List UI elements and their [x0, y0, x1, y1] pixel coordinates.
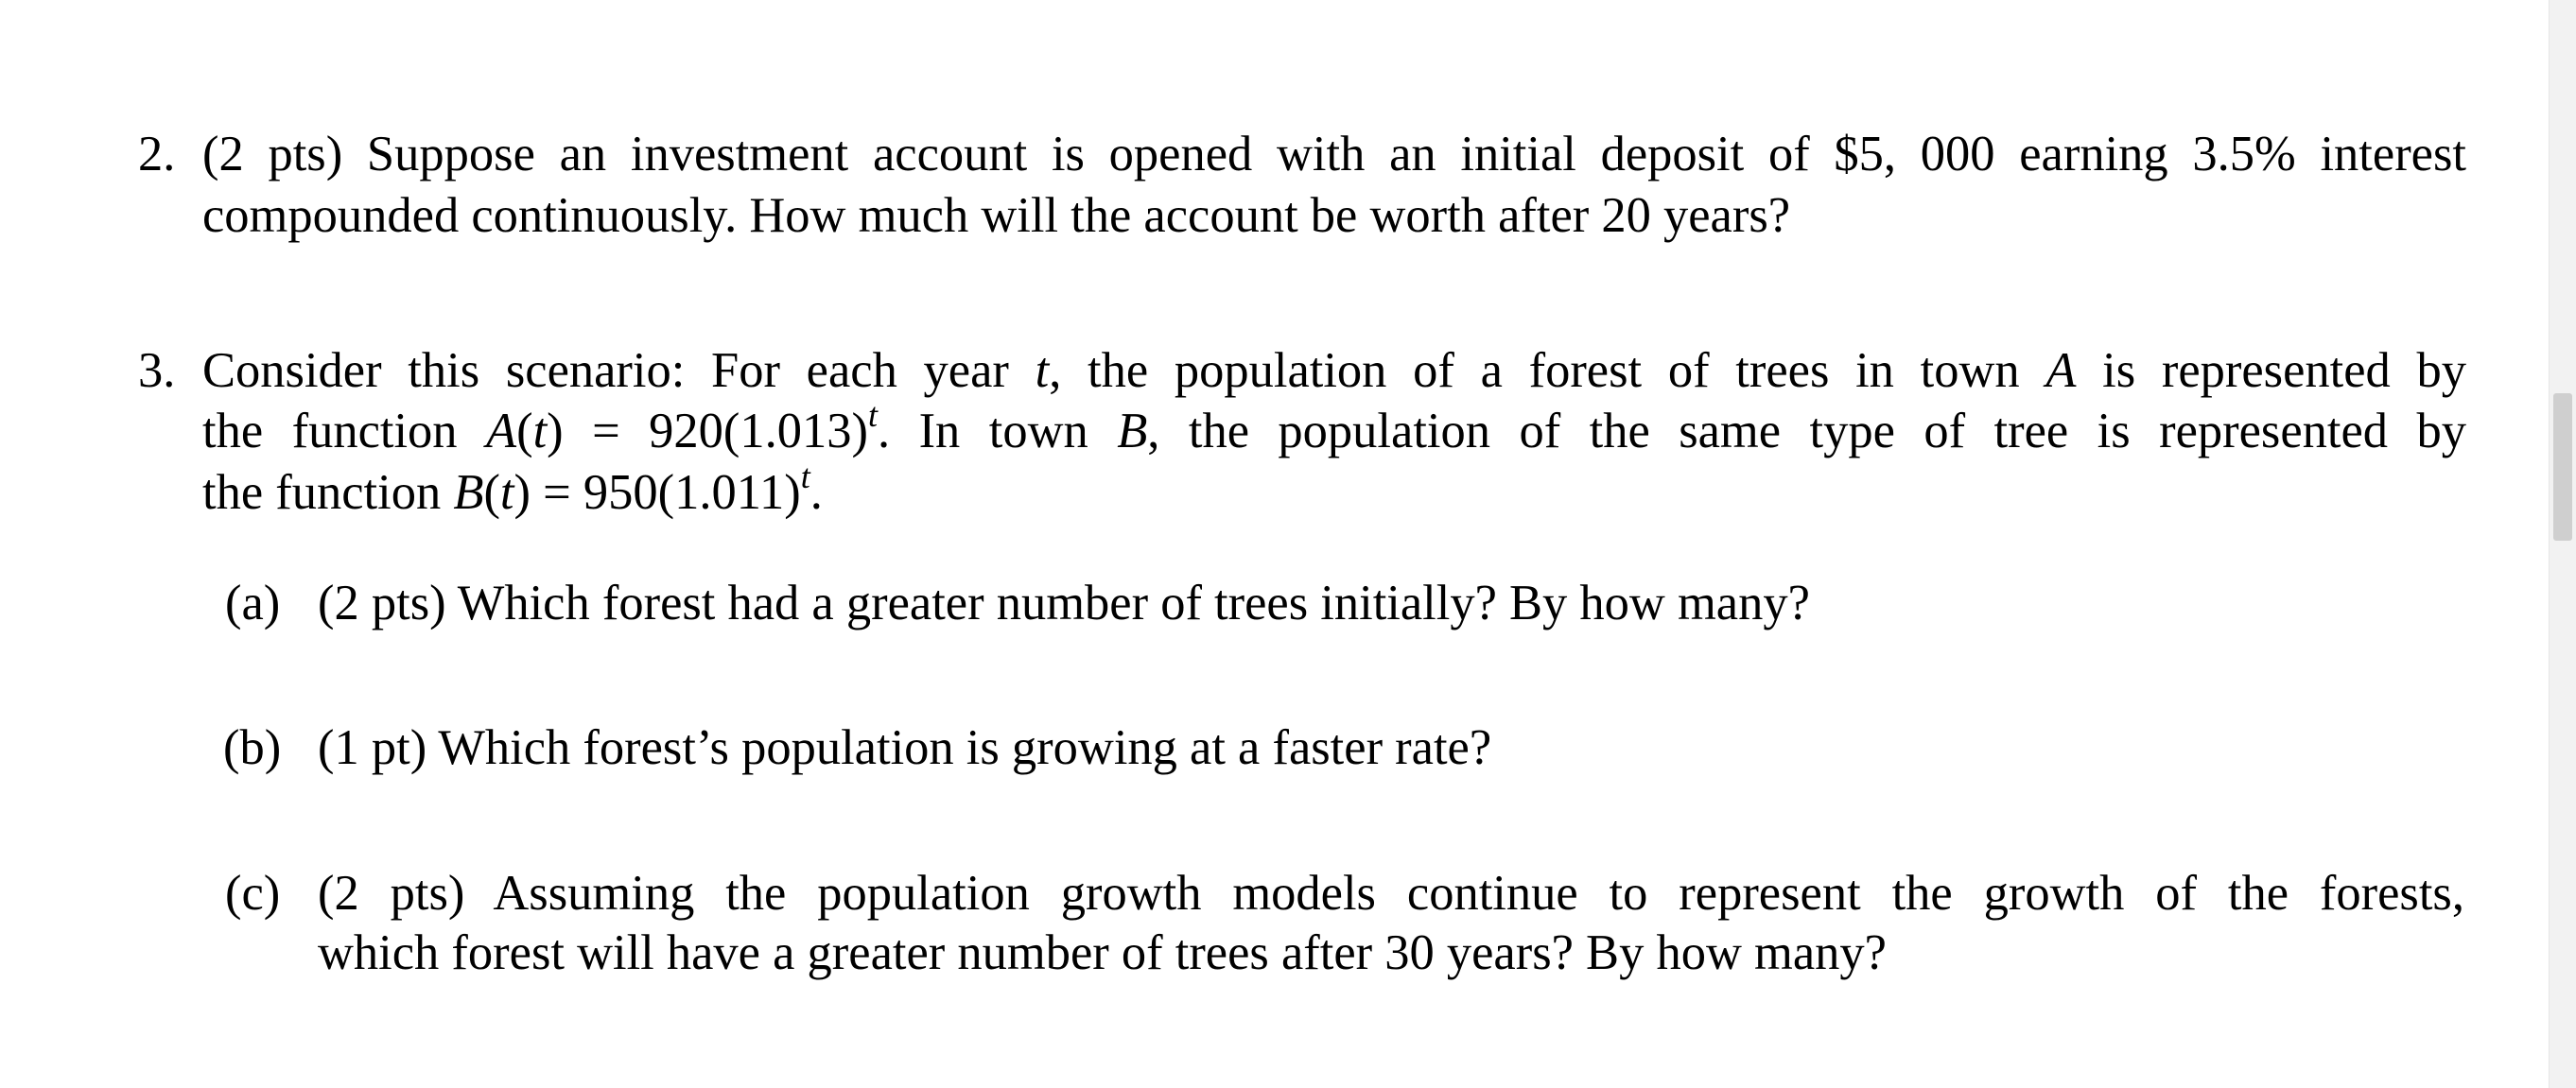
question-2-number: 2. — [138, 127, 176, 181]
exponent-t: t — [800, 457, 810, 495]
variable-t: t — [499, 465, 514, 520]
question-3-text: , the population of a forest of trees in town — [1049, 343, 2046, 398]
question-3-text: the function — [202, 404, 486, 458]
part-b-label: (b) — [223, 720, 282, 775]
vertical-scrollbar[interactable] — [2549, 0, 2576, 1088]
variable-A: A — [2045, 343, 2077, 398]
question-2-line-2: compounded continuously. How much will the account be worth after 20 years? — [202, 188, 1791, 243]
question-3-text: the function — [202, 465, 454, 520]
paren: ( — [483, 465, 500, 520]
part-a-label: (a) — [225, 576, 281, 630]
variable-t: t — [1035, 343, 1050, 398]
part-a-text: (2 pts) Which forest had a greater number of trees initially? By how many? — [318, 576, 1810, 630]
function-A: A — [486, 404, 517, 458]
question-3-text: . — [809, 465, 823, 520]
part-c-line-2: which forest will have a greater number of trees after 30 years? By how many? — [318, 925, 1887, 980]
question-3-text: . In town — [878, 404, 1118, 458]
variable-t: t — [532, 404, 548, 458]
question-3-line-1 — [202, 340, 2466, 401]
question-3-line-3 — [202, 457, 823, 523]
part-c-label: (c) — [225, 866, 281, 921]
question-3-text: , the population of the same type of tree is represented by — [1147, 404, 2466, 458]
question-3-line-2 — [202, 395, 2466, 461]
question-3-number: 3. — [138, 343, 176, 398]
exponent-t: t — [867, 395, 878, 434]
formula-B: ) = 950(1.011) — [513, 465, 801, 520]
question-2-line-1: (2 pts) Suppose an investment account is opened with an initial deposit of $5, 000 earning 3.5% interest — [202, 127, 2466, 181]
question-3-text: Consider this scenario: For each year — [202, 343, 1036, 398]
variable-B: B — [1117, 404, 1148, 458]
part-c-line-1: (2 pts) Assuming the population growth models continue to represent the growth of the forests, — [318, 866, 2464, 921]
formula-A: ) = 920(1.013) — [547, 404, 868, 458]
function-B: B — [453, 465, 484, 520]
paren: ( — [516, 404, 533, 458]
scrollbar-thumb[interactable] — [2553, 393, 2572, 541]
part-b-text: (1 pt) Which forest’s population is growing at a faster rate? — [318, 720, 1492, 775]
question-3-text: is represented by — [2076, 343, 2466, 398]
